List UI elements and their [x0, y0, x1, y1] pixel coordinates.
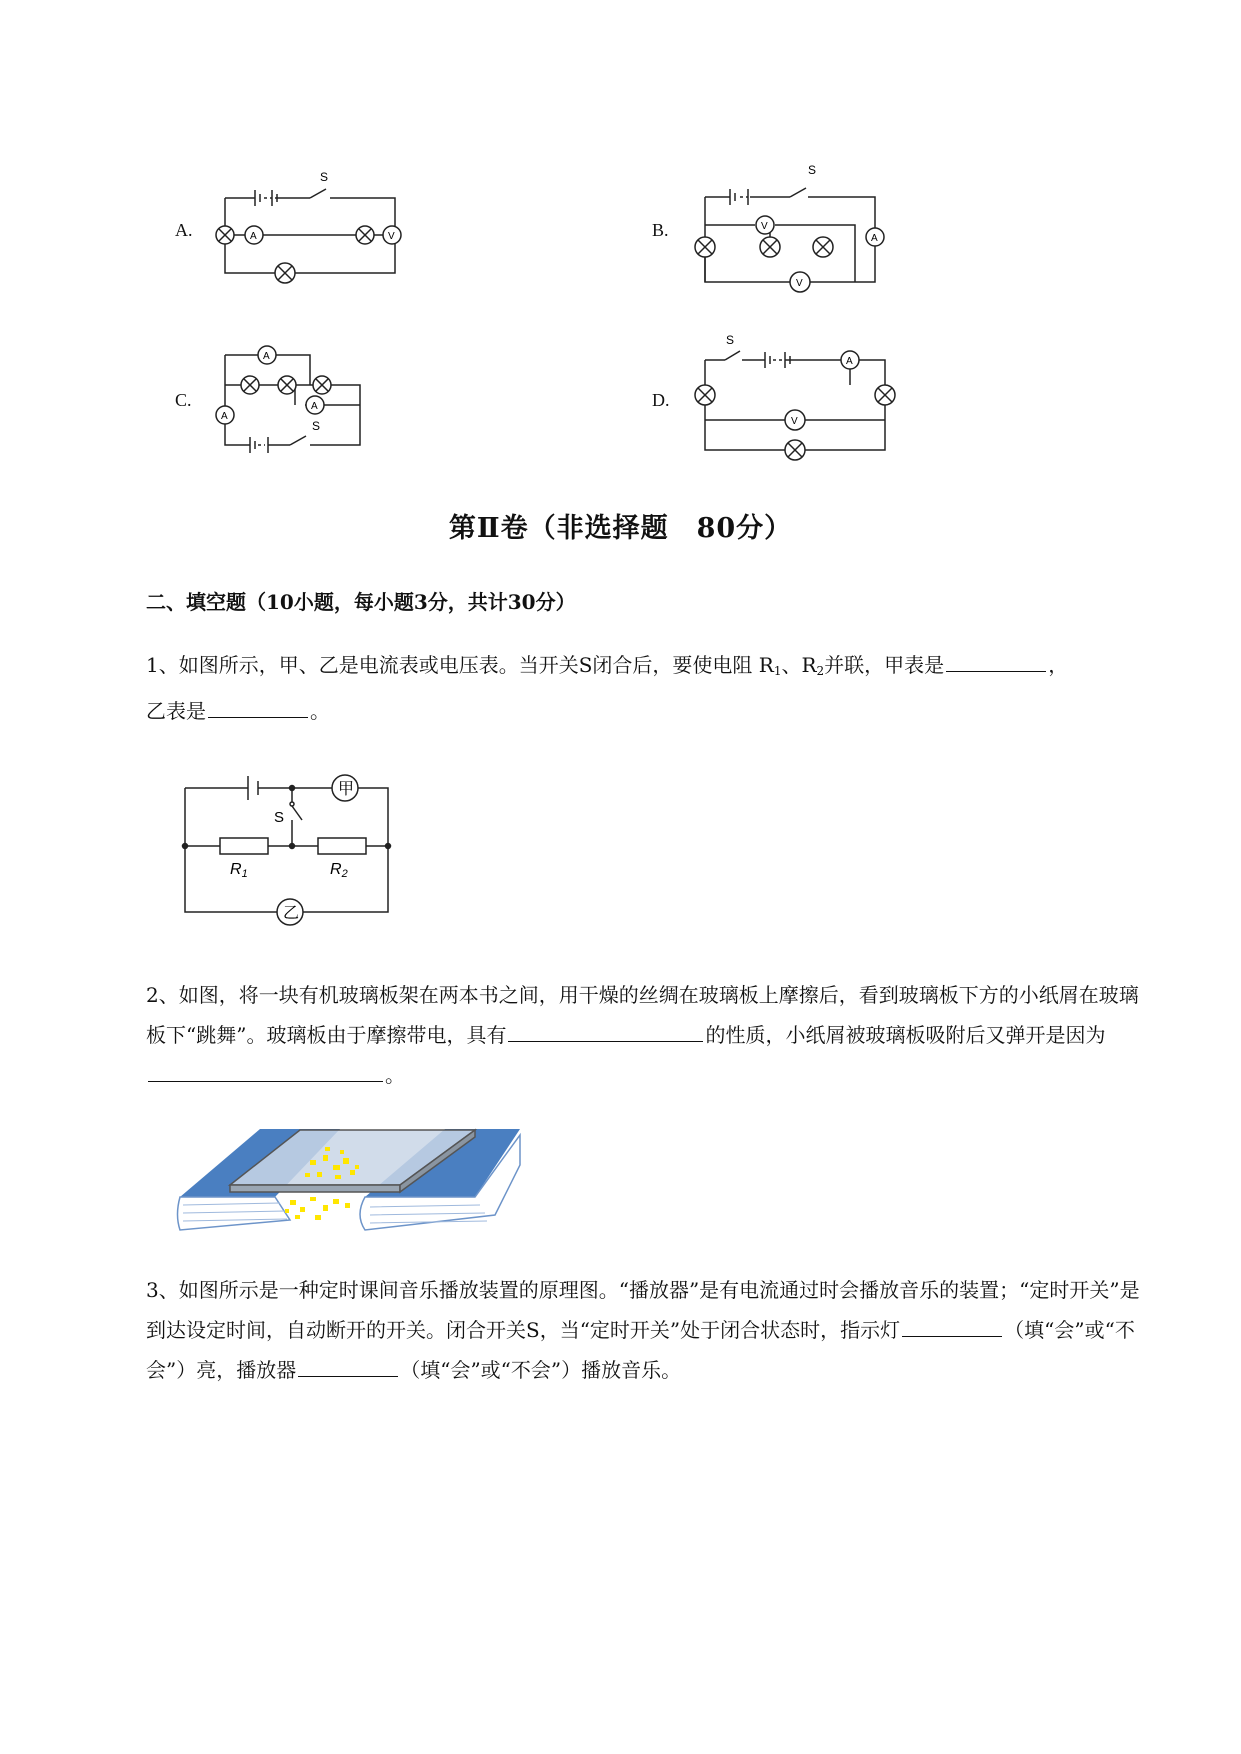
- switch-label: S: [320, 170, 329, 184]
- switch-label: S: [808, 163, 817, 177]
- ammeter-label: A: [311, 401, 318, 412]
- question-3: [146, 1270, 1146, 1390]
- ammeter-label: A: [871, 233, 878, 244]
- q1-text-b: 、R: [781, 653, 817, 677]
- ammeter-label: A: [221, 411, 228, 422]
- q2-text-a: 2、如图，将一块有机玻璃板架在两本书之间，用干燥的丝绸在玻璃板上摩擦后，看到玻璃板下方的小纸屑在玻璃板下“跳舞”。玻璃板由于摩擦带电，具有: [146, 983, 1139, 1047]
- q1-text-a: 1、如图所示，甲、乙是电流表或电压表。当开关S闭合后，要使电阻 R: [146, 653, 774, 677]
- question-2: [146, 975, 1146, 1095]
- voltmeter-label: V: [796, 278, 803, 289]
- circuit-diagram-c: [210, 340, 370, 460]
- q1-text-f: 。: [310, 699, 330, 723]
- option-c-label: C.: [175, 390, 192, 410]
- glass-plate-books-illustration: [175, 1125, 535, 1235]
- option-b-label: B.: [652, 220, 669, 240]
- circuit-diagram-b: [690, 160, 910, 300]
- r2-label: R2: [330, 861, 348, 880]
- voltmeter-label: V: [388, 231, 395, 242]
- option-d-label: D.: [652, 390, 670, 410]
- r1-subscript: 1: [773, 664, 782, 678]
- q1-text-c: 并联，甲表是: [824, 653, 945, 677]
- q2-text-c: 。: [385, 1063, 405, 1087]
- circuit-diagram-d: [690, 330, 910, 465]
- answer-blank-q1-jia[interactable]: [946, 651, 1046, 672]
- answer-blank-q2-property[interactable]: [508, 1021, 703, 1042]
- meter-jia-label: 甲: [338, 781, 355, 798]
- answer-blank-q3-player[interactable]: [298, 1356, 398, 1377]
- part-heading: 二、填空题（10小题，每小题3分，共计30分）: [146, 590, 576, 614]
- answer-blank-q3-lamp[interactable]: [902, 1316, 1002, 1337]
- switch-label: S: [274, 809, 285, 826]
- ammeter-label: A: [250, 231, 257, 242]
- r1-label: R1: [230, 861, 248, 880]
- q3-text-b: （填“会”或“不会”）亮，播放器: [146, 1318, 1135, 1382]
- r2-subscript: 2: [816, 664, 825, 678]
- question-1: [146, 645, 1146, 731]
- q1-text-e: 乙表是: [146, 699, 206, 723]
- q3-text-a: 3、如图所示是一种定时课间音乐播放装置的原理图。“播放器”是有电流通过时会播放音乐的装置；“定时开关”是到达设定时间，自动断开的开关。闭合开关S，当“定时开关”处于闭合状态时，指示灯: [146, 1278, 1140, 1342]
- circuit-diagram-q1: [180, 770, 400, 930]
- answer-blank-q1-yi[interactable]: [208, 697, 308, 718]
- section-title: 第Ⅱ卷（非选择题 80分）: [448, 513, 793, 544]
- voltmeter-label: V: [761, 221, 768, 232]
- ammeter-label: A: [263, 351, 270, 362]
- q1-text-d: ，: [1048, 653, 1069, 677]
- circuit-diagram-a: [210, 165, 410, 300]
- voltmeter-label: V: [791, 416, 798, 427]
- q3-text-c: （填“会”或“不会”）播放音乐。: [400, 1358, 682, 1382]
- switch-label: S: [726, 333, 735, 347]
- answer-blank-q2-reason[interactable]: [148, 1061, 383, 1082]
- meter-yi-label: 乙: [283, 905, 300, 922]
- switch-label: S: [312, 419, 321, 433]
- ammeter-label: A: [846, 356, 853, 367]
- option-a-label: A.: [175, 220, 193, 240]
- q2-text-b: 的性质，小纸屑被玻璃板吸附后又弹开是因为: [705, 1023, 1106, 1047]
